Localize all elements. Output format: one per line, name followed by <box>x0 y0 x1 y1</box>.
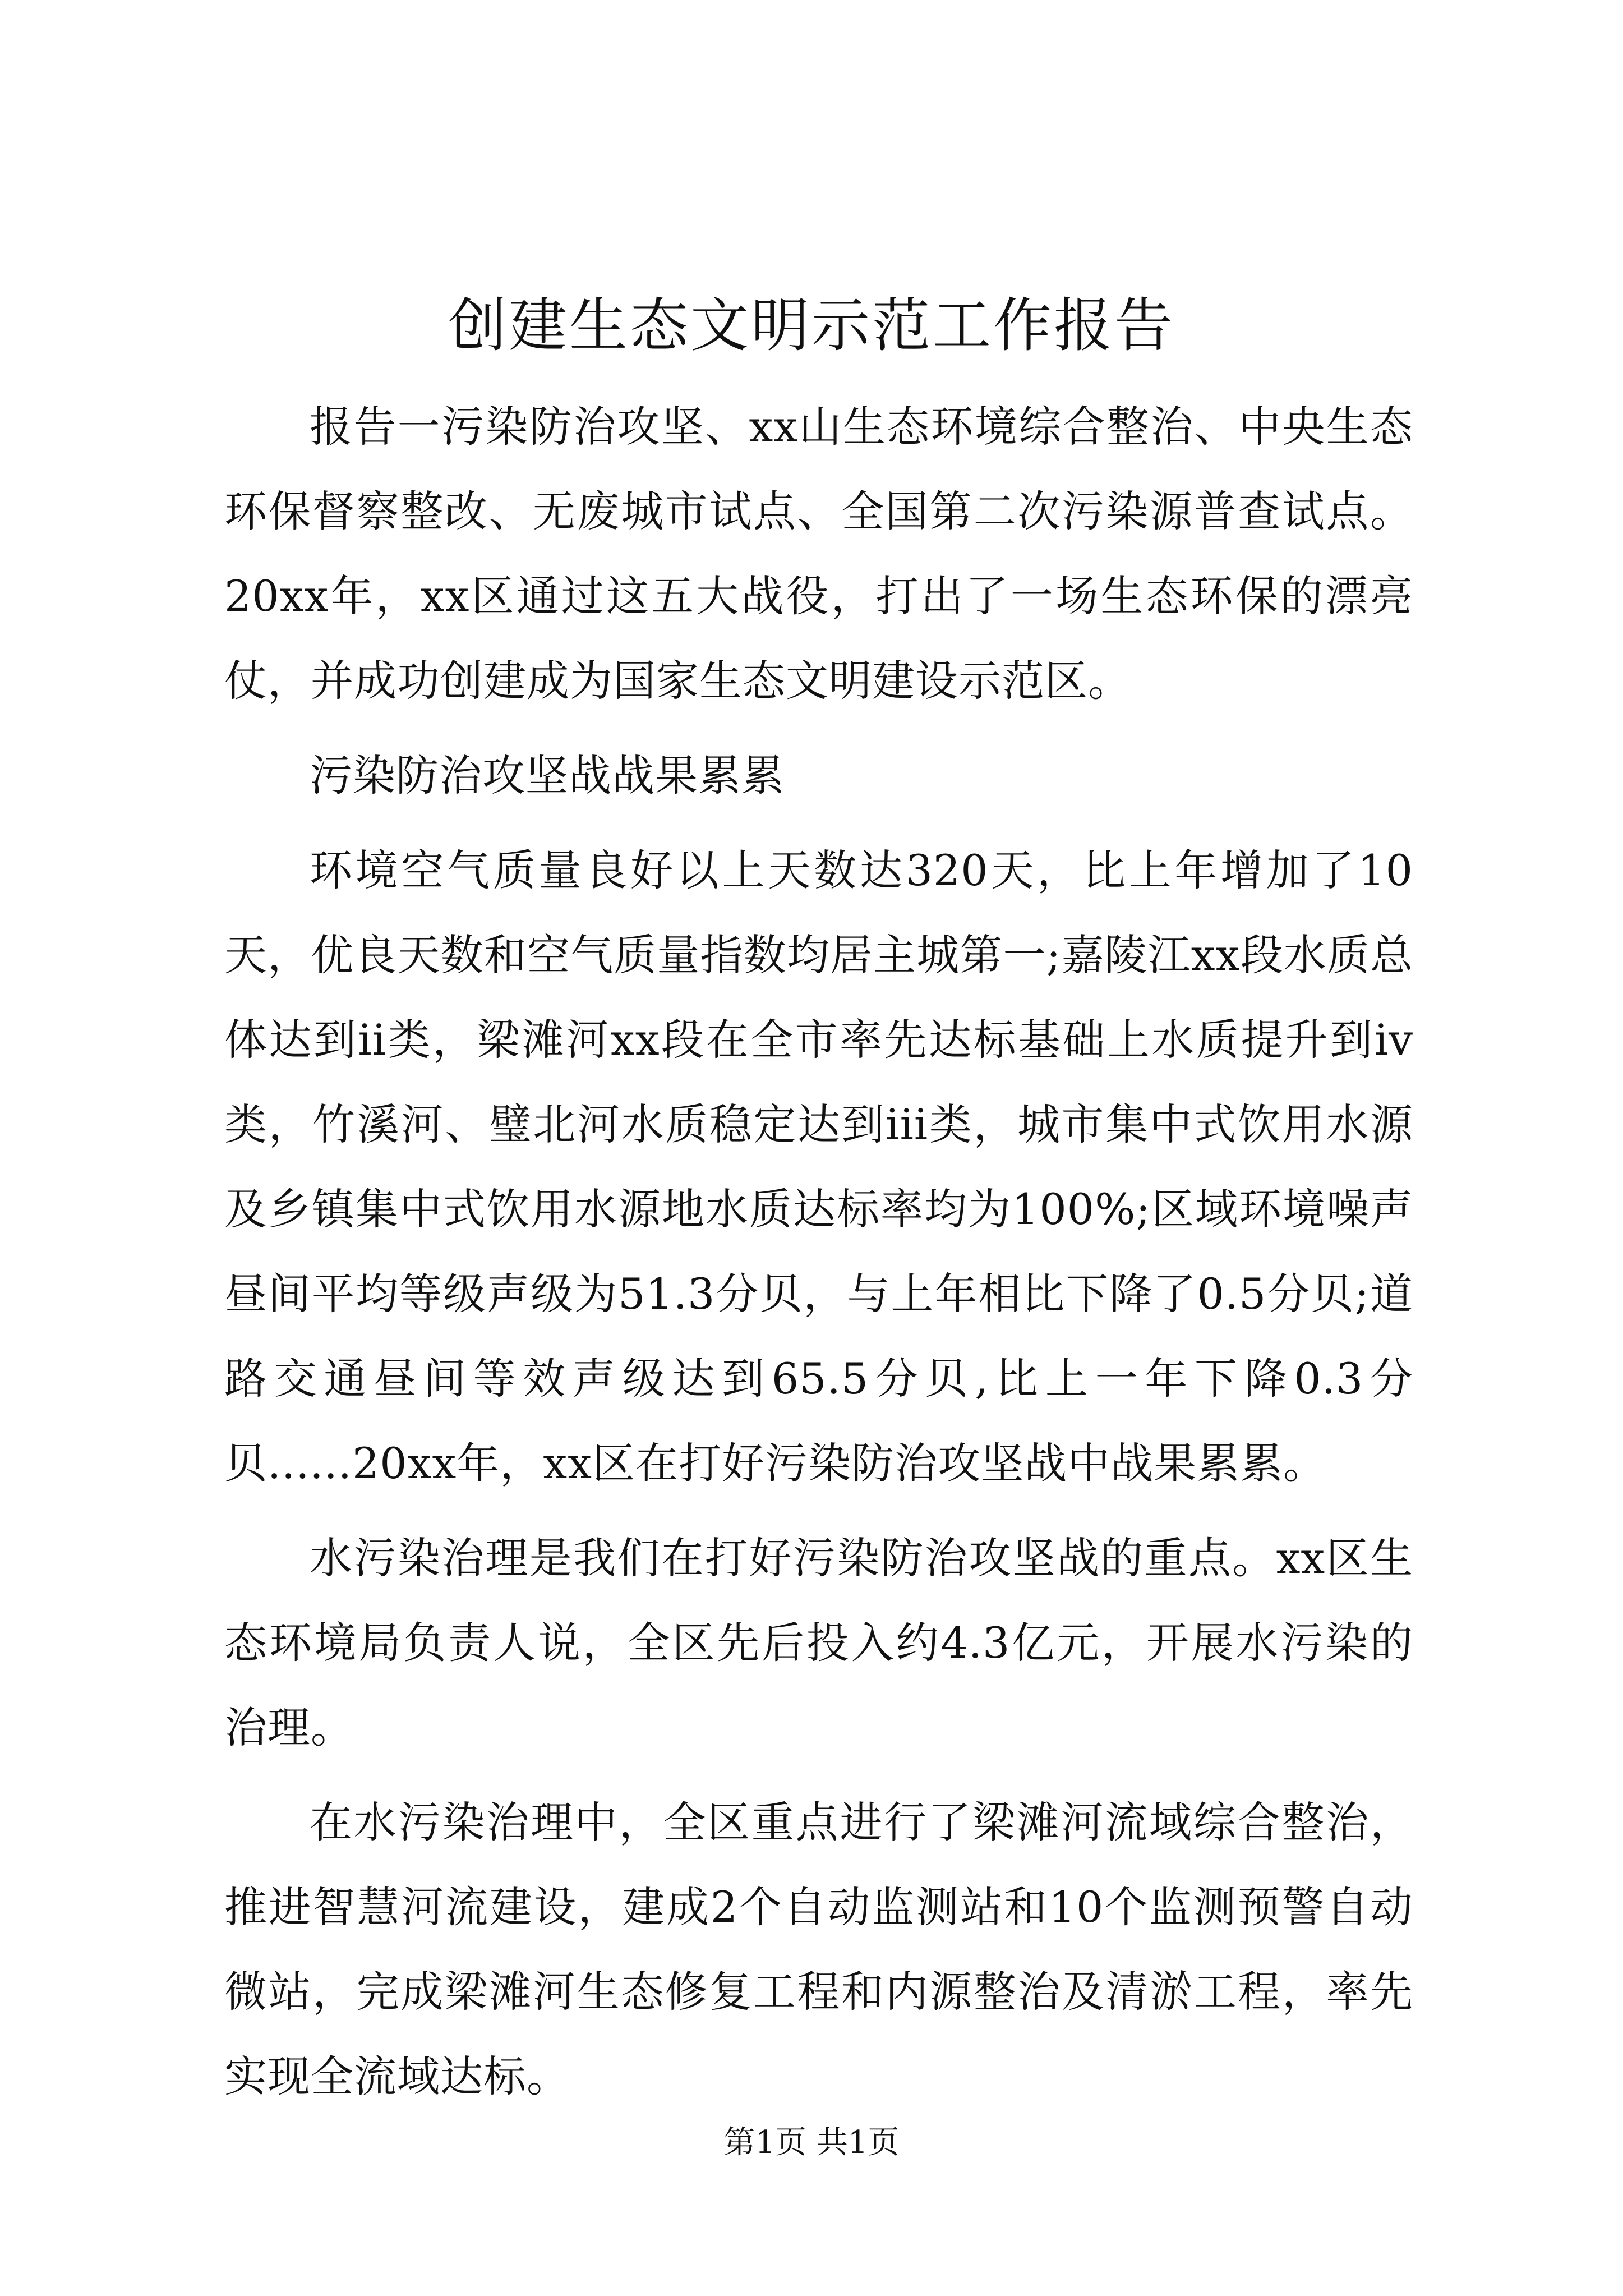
document-title: 创建生态文明示范工作报告 <box>448 291 1175 360</box>
page-footer: 第1页 共1页 <box>723 2124 900 2161</box>
paragraph-water-pollution: 水污染治理是我们在打好污染防治攻坚战的重点。xx区生态环境局负责人说，全区先后投入约4.3亿元，开展水污染的治理。 <box>224 1533 1413 1752</box>
paragraph-water-treatment: 在水污染治理中，全区重点进行了梁滩河流域综合整治，推进智慧河流建设，建成2个自动监测站和10个监测预警自动微站，完成梁滩河生态修复工程和内源整治及清淤工程，率先实现全流域达标。 <box>224 1797 1413 2101</box>
section-heading: 污染防治攻坚战战果累累 <box>310 751 785 800</box>
paragraph-intro: 报告一污染防治攻坚、xx山生态环境综合整治、中央生态环保督察整改、无废城市试点、全国第二次污染源普查试点。20xx年，xx区通过这五大战役，打出了一场生态环保的漂亮仗，并成功创建成为国家生态文明建设示范区。 <box>224 402 1413 706</box>
document-body <box>224 384 1413 2129</box>
paragraph-environment-quality: 环境空气质量良好以上天数达320天，比上年增加了10天，优良天数和空气质量指数均居主城第一;嘉陵江xx段水质总体达到ii类，梁滩河xx段在全市率先达标基础上水质提升到iv类，竹溪河、璧北河水质稳定达到iii类，城市集中式饮用水源及乡镇集中式饮用水源地水质达标率均为100%;区域环境噪声昼间平均等级声级为51.3分贝，与上年相比下降了0.5分贝;道路交通昼间等效声级达到65.5分贝,比上一年下降0.3分贝......20xx年，xx区在打好污染防治攻坚战中战果累累。 <box>224 845 1413 1488</box>
